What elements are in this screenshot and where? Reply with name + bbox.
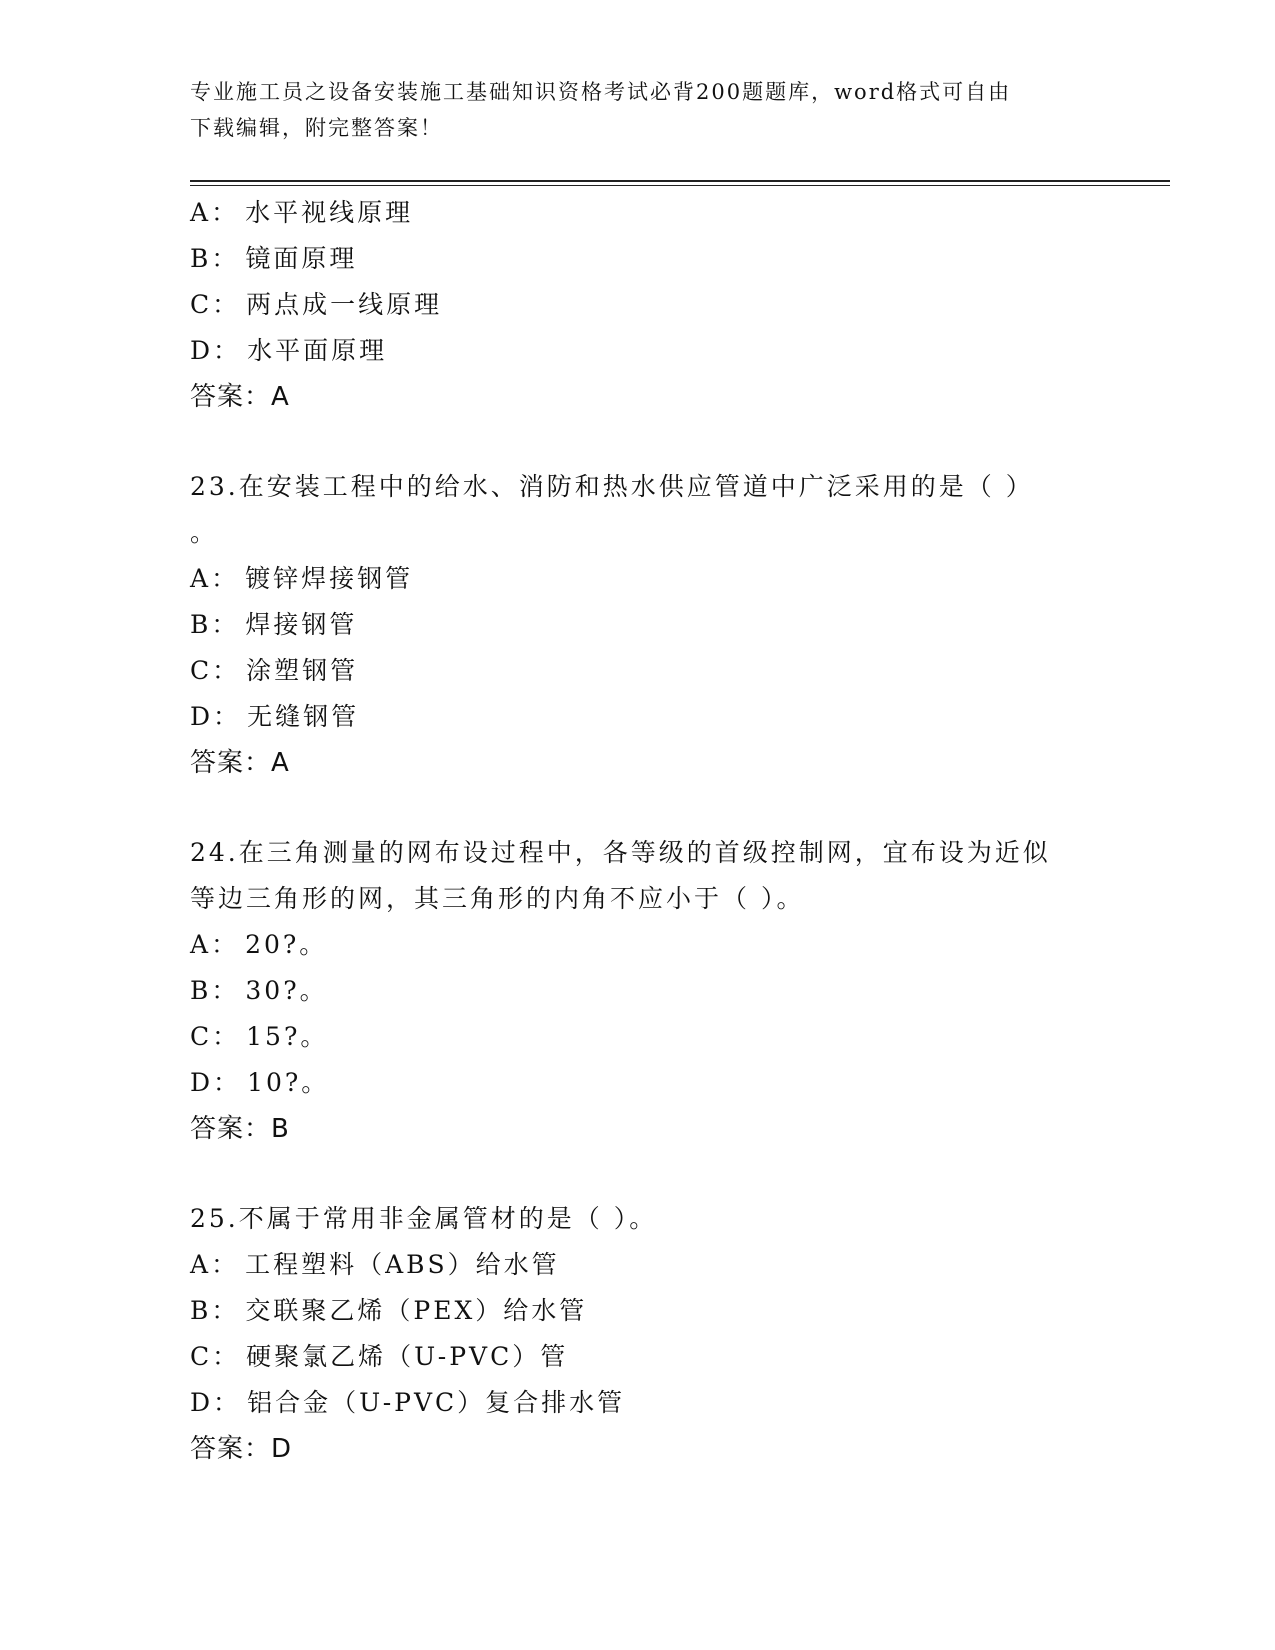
question-list xyxy=(190,190,1090,1472)
option-c: C： 涂塑钢管 xyxy=(190,656,359,685)
question-stem-line-2: 。 xyxy=(190,518,219,547)
answer-value: D xyxy=(271,1434,293,1464)
option-a: A： 水平视线原理 xyxy=(190,198,414,227)
question-23 xyxy=(190,464,1090,786)
answer-value: A xyxy=(271,382,290,412)
question-stem-line-1: 25.不属于常用非金属管材的是（ ）。 xyxy=(190,1204,658,1233)
option-d: D： 10?。 xyxy=(190,1068,330,1097)
option-a: A： 镀锌焊接钢管 xyxy=(190,564,414,593)
answer-line: 答案：B xyxy=(190,1114,290,1144)
option-b: B： 镜面原理 xyxy=(190,244,358,273)
answer-line: 答案：D xyxy=(190,1434,293,1464)
question-22 xyxy=(190,190,1090,420)
option-d: D： 铝合金（U-PVC）复合排水管 xyxy=(190,1388,626,1417)
header-line-2: 下载编辑，附完整答案！ xyxy=(190,116,443,140)
spacer xyxy=(190,420,1090,464)
option-c: C： 硬聚氯乙烯（U-PVC）管 xyxy=(190,1342,569,1371)
question-24 xyxy=(190,830,1090,1152)
answer-line: 答案：A xyxy=(190,748,290,778)
header-rule-thick xyxy=(190,180,1170,182)
option-c: C： 15?。 xyxy=(190,1022,329,1051)
option-c: C： 两点成一线原理 xyxy=(190,290,443,319)
option-d: D： 水平面原理 xyxy=(190,336,388,365)
option-b: B： 焊接钢管 xyxy=(190,610,358,639)
header-line-1: 专业施工员之设备安装施工基础知识资格考试必背200题题库，word格式可自由 xyxy=(190,80,1012,104)
question-stem-line-1: 24.在三角测量的网布设过程中，各等级的首级控制网，宜布设为近似 xyxy=(190,838,1051,867)
answer-value: B xyxy=(271,1114,290,1144)
spacer xyxy=(190,1152,1090,1196)
answer-value: A xyxy=(271,748,290,778)
option-a: A： 20?。 xyxy=(190,930,328,959)
header-rule-thin xyxy=(190,185,1170,186)
option-a: A： 工程塑料（ABS）给水管 xyxy=(190,1250,560,1279)
spacer xyxy=(190,786,1090,830)
question-stem-line-2: 等边三角形的网，其三角形的内角不应小于（ ）。 xyxy=(190,884,805,913)
question-25 xyxy=(190,1196,1090,1472)
answer-line: 答案：A xyxy=(190,382,290,412)
question-stem-line-1: 23.在安装工程中的给水、消防和热水供应管道中广泛采用的是（ ） xyxy=(190,472,1034,501)
document-header xyxy=(190,74,1090,146)
option-b: B： 30?。 xyxy=(190,976,328,1005)
option-d: D： 无缝钢管 xyxy=(190,702,360,731)
option-b: B： 交联聚乙烯（PEX）给水管 xyxy=(190,1296,588,1325)
